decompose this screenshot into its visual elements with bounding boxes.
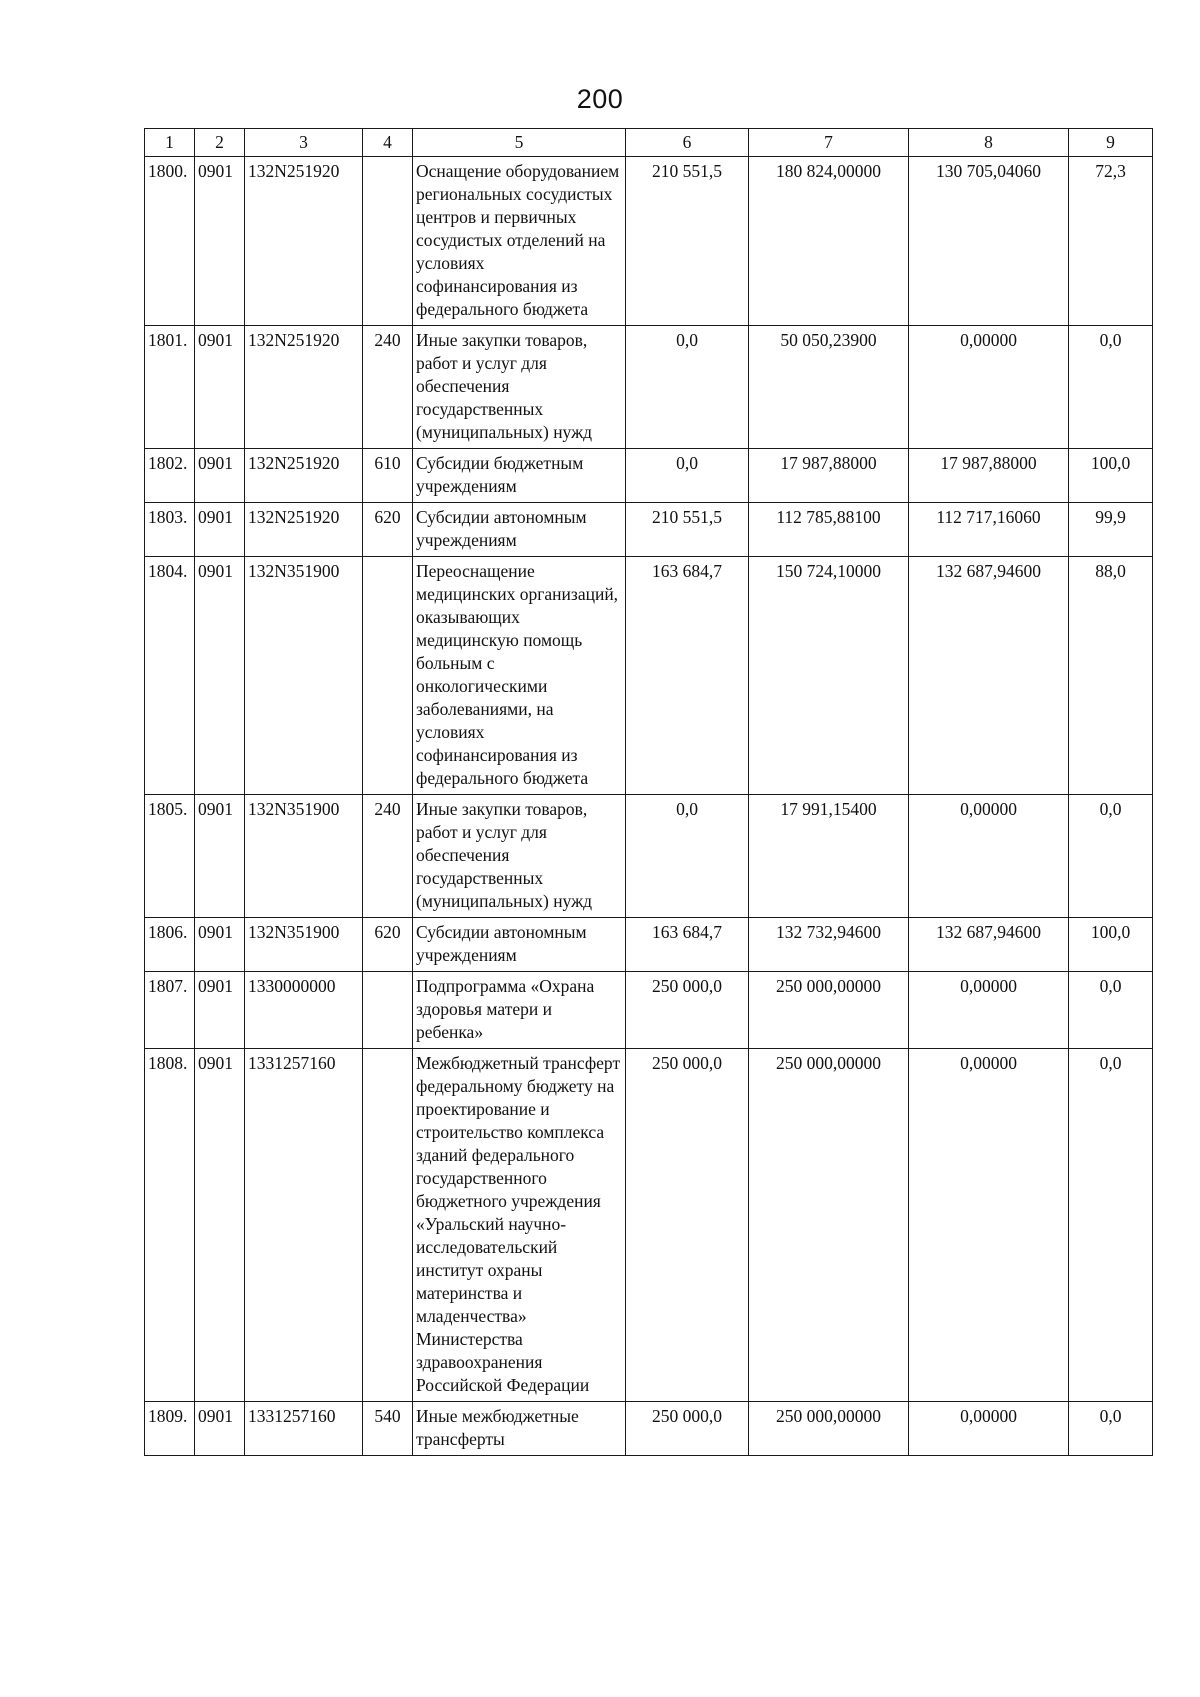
row-number-cell: 1801. [145, 326, 195, 449]
section-code-cell: 0901 [195, 972, 245, 1049]
section-code-cell: 0901 [195, 1402, 245, 1456]
expense-type-cell [363, 972, 413, 1049]
value-col-8-cell: 0,00000 [909, 795, 1069, 918]
value-col-7-cell: 250 000,00000 [749, 972, 909, 1049]
value-col-6-cell: 250 000,0 [626, 1049, 749, 1402]
value-col-9-cell: 0,0 [1069, 795, 1153, 918]
value-col-8-cell: 112 717,16060 [909, 503, 1069, 557]
item-name-cell: Субсидии автономным учреждениям [413, 918, 626, 972]
row-number-cell: 1806. [145, 918, 195, 972]
target-article-cell: 132N251920 [245, 503, 363, 557]
value-col-7-cell: 50 050,23900 [749, 326, 909, 449]
expense-type-cell [363, 1049, 413, 1402]
table-row [145, 449, 1153, 503]
target-article-cell: 132N351900 [245, 918, 363, 972]
value-col-6-cell: 0,0 [626, 449, 749, 503]
value-col-9-cell: 0,0 [1069, 326, 1153, 449]
row-number-cell: 1807. [145, 972, 195, 1049]
table-row [145, 326, 1153, 449]
row-number-cell: 1808. [145, 1049, 195, 1402]
value-col-7-cell: 17 987,88000 [749, 449, 909, 503]
table-row [145, 557, 1153, 795]
value-col-9-cell: 88,0 [1069, 557, 1153, 795]
value-col-6-cell: 0,0 [626, 326, 749, 449]
target-article-cell: 132N251920 [245, 449, 363, 503]
item-name-cell: Иные межбюджетные трансферты [413, 1402, 626, 1456]
section-code-cell: 0901 [195, 503, 245, 557]
section-code-cell: 0901 [195, 795, 245, 918]
value-col-6-cell: 210 551,5 [626, 503, 749, 557]
expense-type-cell [363, 557, 413, 795]
expense-type-cell [363, 157, 413, 326]
item-name-cell: Подпрограмма «Охрана здоровья матери и ребенка» [413, 972, 626, 1049]
header-col-5: 5 [413, 129, 626, 157]
expense-type-cell: 620 [363, 918, 413, 972]
header-col-3: 3 [245, 129, 363, 157]
table-header [145, 129, 1153, 157]
header-col-8: 8 [909, 129, 1069, 157]
row-number-cell: 1800. [145, 157, 195, 326]
header-col-1: 1 [145, 129, 195, 157]
table-row [145, 503, 1153, 557]
item-name-cell: Иные закупки товаров, работ и услуг для обеспечения государственных (муниципальных) нужд [413, 795, 626, 918]
value-col-7-cell: 17 991,15400 [749, 795, 909, 918]
row-number-cell: 1805. [145, 795, 195, 918]
value-col-8-cell: 130 705,04060 [909, 157, 1069, 326]
value-col-8-cell: 17 987,88000 [909, 449, 1069, 503]
table-body [145, 157, 1153, 1456]
expense-type-cell: 540 [363, 1402, 413, 1456]
value-col-7-cell: 112 785,88100 [749, 503, 909, 557]
target-article-cell: 1331257160 [245, 1402, 363, 1456]
item-name-cell: Оснащение оборудованием региональных сосудистых центров и первичных сосудистых отделений на условиях софинансирования из федерального бюджета [413, 157, 626, 326]
item-name-cell: Субсидии бюджетным учреждениям [413, 449, 626, 503]
section-code-cell: 0901 [195, 918, 245, 972]
header-col-9: 9 [1069, 129, 1153, 157]
item-name-cell: Межбюджетный трансферт федеральному бюджету на проектирование и строительство комплекса зданий федерального государственного бюджетного учреждения «Уральский научно-исследовательский институт охраны материнства и младенчества» Министерства здравоохранения Российской Федерации [413, 1049, 626, 1402]
header-col-7: 7 [749, 129, 909, 157]
value-col-7-cell: 180 824,00000 [749, 157, 909, 326]
value-col-8-cell: 0,00000 [909, 972, 1069, 1049]
table-row [145, 795, 1153, 918]
value-col-8-cell: 132 687,94600 [909, 918, 1069, 972]
value-col-9-cell: 0,0 [1069, 1402, 1153, 1456]
expense-type-cell: 240 [363, 326, 413, 449]
table-row [145, 1402, 1153, 1456]
section-code-cell: 0901 [195, 557, 245, 795]
value-col-6-cell: 210 551,5 [626, 157, 749, 326]
target-article-cell: 132N251920 [245, 326, 363, 449]
value-col-8-cell: 0,00000 [909, 1049, 1069, 1402]
target-article-cell: 1331257160 [245, 1049, 363, 1402]
table-row [145, 1049, 1153, 1402]
value-col-9-cell: 100,0 [1069, 918, 1153, 972]
value-col-8-cell: 0,00000 [909, 326, 1069, 449]
value-col-7-cell: 132 732,94600 [749, 918, 909, 972]
row-number-cell: 1804. [145, 557, 195, 795]
value-col-8-cell: 132 687,94600 [909, 557, 1069, 795]
table-row [145, 972, 1153, 1049]
value-col-7-cell: 150 724,10000 [749, 557, 909, 795]
target-article-cell: 1330000000 [245, 972, 363, 1049]
target-article-cell: 132N351900 [245, 557, 363, 795]
value-col-7-cell: 250 000,00000 [749, 1402, 909, 1456]
header-row [145, 129, 1153, 157]
page-number: 200 [576, 84, 624, 114]
target-article-cell: 132N251920 [245, 157, 363, 326]
row-number-cell: 1802. [145, 449, 195, 503]
item-name-cell: Переоснащение медицинских организаций, оказывающих медицинскую помощь больным с онкологическими заболеваниями, на условиях софинансирования из федерального бюджета [413, 557, 626, 795]
table-row [145, 157, 1153, 326]
value-col-7-cell: 250 000,00000 [749, 1049, 909, 1402]
value-col-6-cell: 250 000,0 [626, 972, 749, 1049]
row-number-cell: 1803. [145, 503, 195, 557]
section-code-cell: 0901 [195, 1049, 245, 1402]
value-col-9-cell: 100,0 [1069, 449, 1153, 503]
value-col-6-cell: 163 684,7 [626, 918, 749, 972]
table-row [145, 918, 1153, 972]
expense-type-cell: 620 [363, 503, 413, 557]
value-col-9-cell: 99,9 [1069, 503, 1153, 557]
value-col-6-cell: 0,0 [626, 795, 749, 918]
expense-type-cell: 610 [363, 449, 413, 503]
section-code-cell: 0901 [195, 449, 245, 503]
value-col-6-cell: 163 684,7 [626, 557, 749, 795]
value-col-9-cell: 0,0 [1069, 972, 1153, 1049]
section-code-cell: 0901 [195, 326, 245, 449]
expense-type-cell: 240 [363, 795, 413, 918]
item-name-cell: Иные закупки товаров, работ и услуг для обеспечения государственных (муниципальных) нужд [413, 326, 626, 449]
value-col-9-cell: 0,0 [1069, 1049, 1153, 1402]
row-number-cell: 1809. [145, 1402, 195, 1456]
value-col-6-cell: 250 000,0 [626, 1402, 749, 1456]
budget-table [144, 128, 1153, 1456]
item-name-cell: Субсидии автономным учреждениям [413, 503, 626, 557]
header-col-6: 6 [626, 129, 749, 157]
target-article-cell: 132N351900 [245, 795, 363, 918]
value-col-8-cell: 0,00000 [909, 1402, 1069, 1456]
section-code-cell: 0901 [195, 157, 245, 326]
header-col-2: 2 [195, 129, 245, 157]
header-col-4: 4 [363, 129, 413, 157]
value-col-9-cell: 72,3 [1069, 157, 1153, 326]
